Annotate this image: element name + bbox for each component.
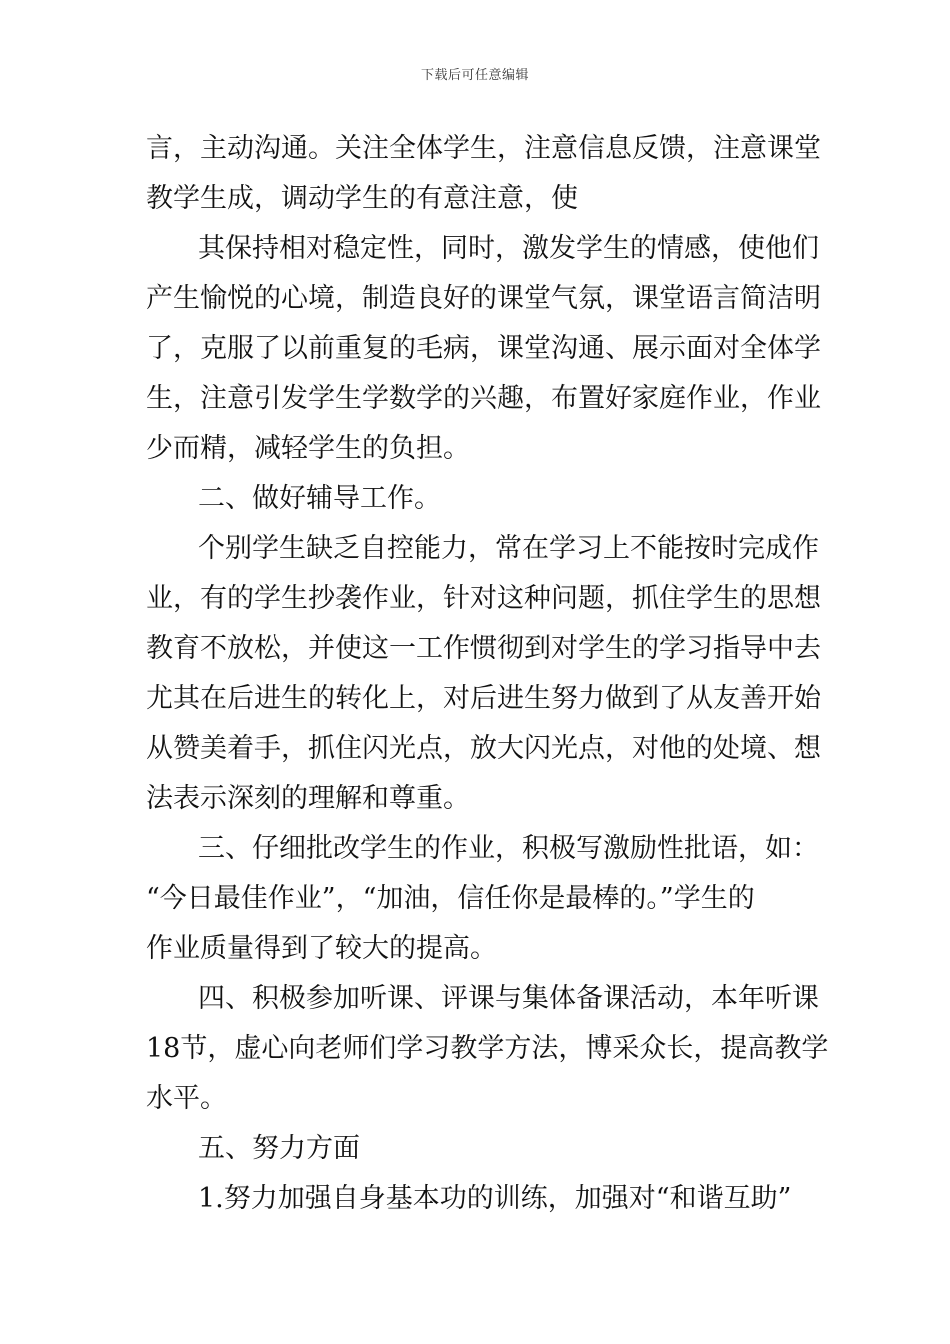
text-line: 三、仔细批改学生的作业，积极写激励性批语，如： bbox=[198, 833, 819, 864]
text-line: 言，主动沟通。关注全体学生，注意信息反馈，注意课堂 bbox=[146, 133, 821, 164]
text-line: 教育不放松，并使这一工作惯彻到对学生的学习指导中去 bbox=[146, 633, 821, 664]
text-line: 教学生成，调动学生的有意注意，使 bbox=[146, 183, 578, 214]
text-line: 个别学生缺乏自控能力，常在学习上不能按时完成作 bbox=[198, 533, 819, 564]
text-line: 业，有的学生抄袭作业，针对这种问题，抓住学生的思想 bbox=[146, 583, 821, 614]
text-line: 18节，虚心向老师们学习教学方法，博采众长，提高教学 bbox=[146, 1033, 829, 1064]
section-heading: 五、努力方面 bbox=[198, 1133, 360, 1164]
page-header: 下载后可任意编辑 bbox=[420, 68, 529, 83]
text-line: 少而精，减轻学生的负担。 bbox=[146, 433, 470, 464]
text-line: 法表示深刻的理解和尊重。 bbox=[146, 783, 470, 814]
text-line: “今日最佳作业”，“加油，信任你是最棒的。”学生的 bbox=[146, 883, 755, 914]
text-line: 水平。 bbox=[146, 1083, 227, 1114]
text-line: 从赞美着手，抓住闪光点，放大闪光点，对他的处境、想 bbox=[146, 733, 821, 764]
text-line: 产生愉悦的心境，制造良好的课堂气氛，课堂语言简洁明 bbox=[146, 283, 821, 314]
text-line: 尤其在后进生的转化上，对后进生努力做到了从友善开始 bbox=[146, 683, 821, 714]
document-body bbox=[146, 124, 829, 1224]
section-heading: 二、做好辅导工作。 bbox=[198, 483, 441, 514]
text-line: 生，注意引发学生学数学的兴趣，布置好家庭作业，作业 bbox=[146, 383, 821, 414]
text-line: 作业质量得到了较大的提高。 bbox=[146, 933, 497, 964]
text-line: 了，克服了以前重复的毛病，课堂沟通、展示面对全体学 bbox=[146, 333, 821, 364]
text-line: 其保持相对稳定性，同时，激发学生的情感，使他们 bbox=[198, 233, 819, 264]
text-line: 四、积极参加听课、评课与集体备课活动，本年听课 bbox=[198, 983, 819, 1014]
text-line: 1.努力加强自身基本功的训练，加强对“和谐互助” bbox=[198, 1183, 792, 1214]
